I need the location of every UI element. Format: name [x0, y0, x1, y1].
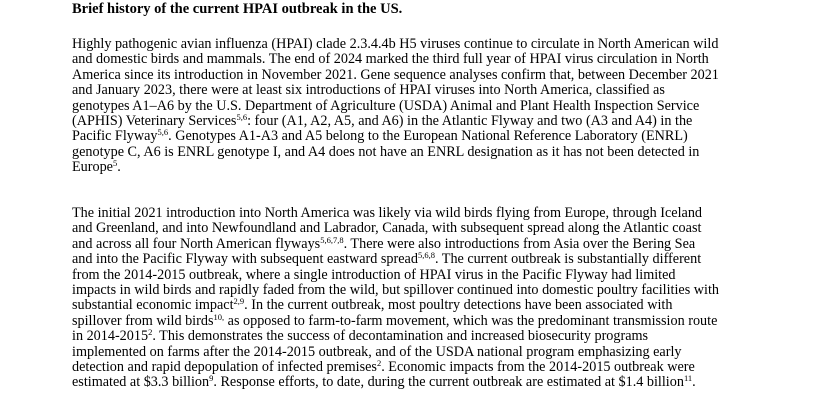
citation-superscript: 5,6 — [236, 112, 248, 123]
line-text: and domestic birds and mammals. The end of 2024 marked the third full year of HPAI virus circulation in North — [72, 51, 709, 68]
text-line — [72, 206, 752, 221]
line-text: Pacific Flyway — [72, 128, 158, 145]
line-text: (APHIS) Veterinary Services — [72, 113, 237, 130]
text-line — [72, 37, 752, 52]
paragraph-2 — [72, 206, 752, 391]
line-text: . The current outbreak is substantially different — [434, 251, 702, 268]
text-line — [72, 329, 752, 344]
text-line — [72, 83, 752, 98]
line-text: and January 2023, there were at least six introductions of HPAI viruses into North America, classified as — [72, 82, 665, 99]
citation-superscript: 5,6 — [157, 127, 169, 138]
text-line — [72, 99, 752, 114]
citation-superscript: 5 — [112, 158, 118, 169]
line-text: . There were also introductions from Asia over the Bering Sea — [343, 235, 696, 252]
line-text: The initial 2021 introduction into North America was likely via wild birds flying from Europe, through Iceland — [72, 205, 703, 221]
line-text: . Genotypes A1-A3 and A5 belong to the European National Reference Laboratory (ENRL) — [168, 128, 688, 145]
line-text: Europe — [72, 159, 113, 176]
citation-superscript: 11 — [683, 373, 693, 384]
line-text: estimated at $3.3 billion — [72, 374, 210, 391]
line-text: . This demonstrates the success of decontamination and increased biosecurity programs — [152, 328, 649, 345]
text-line — [72, 145, 752, 160]
line-text: impacts in wild birds and rapidly faded from the wild, but spillover continued into domestic poultry facilities with — [72, 282, 719, 299]
citation-superscript: 2 — [148, 327, 153, 338]
line-text: in 2014-2015 — [72, 328, 149, 345]
line-text: substantial economic impact — [72, 297, 234, 314]
line-text: . — [692, 374, 696, 391]
text-line — [72, 345, 752, 360]
citation-superscript: 9 — [209, 373, 214, 384]
text-line — [72, 268, 752, 283]
line-text: as opposed to farm-to-farm movement, which was the predominant transmission route — [224, 312, 718, 329]
text-line — [72, 311, 752, 329]
line-text: and Greenland, and into Newfoundland and Labrador, Canada, with subsequent spread along the Atlantic coast — [72, 220, 702, 237]
citation-superscript: 5,6,7,8 — [320, 234, 344, 245]
line-text: from the 2014-2015 outbreak, where a single introduction of HPAI virus in the Pacific Flyway had limited — [72, 266, 676, 283]
citation-superscript: 2 — [376, 358, 382, 369]
text-line — [72, 375, 752, 390]
text-line — [72, 52, 752, 67]
line-text: America since its introduction in November 2021. Gene sequence analyses confirm that, between December 2021 — [72, 66, 719, 83]
line-text: . Response efforts, to date, during the current outbreak are estimated at $1.4 billion — [213, 374, 684, 391]
text-line — [72, 234, 752, 252]
line-text: . Economic impacts from the 2014-2015 outbreak were — [381, 359, 695, 376]
text-line — [72, 160, 752, 175]
text-line — [72, 129, 752, 144]
citation-superscript: 10, — [213, 311, 225, 322]
line-text: . — [117, 159, 121, 176]
line-text: detection and rapid depopulation of infected premises — [72, 359, 377, 376]
line-text: spillover from wild birds — [72, 312, 214, 329]
line-text: implemented on farms after the 2014-2015 outbreak, and of the USDA national program emphasizing early — [72, 343, 682, 360]
citation-superscript: 2,9 — [233, 296, 245, 307]
line-text: . In the current outbreak, most poultry detections have been associated with — [244, 297, 673, 314]
text-line — [72, 221, 752, 236]
paragraph-1 — [72, 37, 752, 176]
line-text: and into the Pacific Flyway with subsequent eastward spread — [72, 251, 418, 268]
line-text: genotype C, A6 is ENRL genotype I, and A4 does not have an ENRL designation as it has not been detected in — [72, 143, 700, 160]
section-heading: Brief history of the current HPAI outbreak in the US. — [72, 1, 403, 17]
line-text: and across all four North American flyways — [72, 235, 321, 252]
line-text: : four (A1, A2, A5, and A6) in the Atlantic Flyway and two (A3 and A4) in the — [247, 113, 693, 130]
text-line — [72, 298, 752, 313]
citation-superscript: 5,6,8 — [417, 250, 435, 261]
line-text: genotypes A1–A6 by the U.S. Department of Agriculture (USDA) Animal and Plant Health Inspection Service — [72, 97, 700, 114]
text-line — [72, 252, 752, 267]
text-line — [72, 68, 752, 83]
line-text: Highly pathogenic avian influenza (HPAI) clade 2.3.4.4b H5 viruses continue to circulate in North American wild — [72, 36, 719, 52]
